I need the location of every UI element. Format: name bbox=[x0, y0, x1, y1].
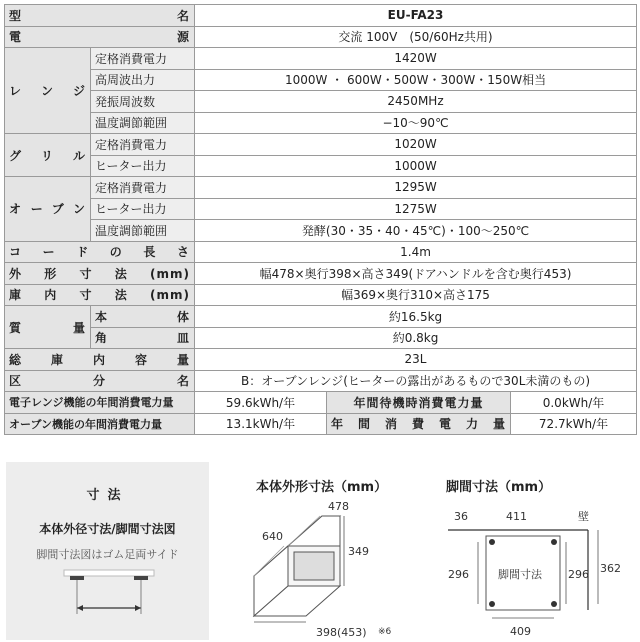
feet-mini-diagram bbox=[6, 562, 209, 642]
unit-top bbox=[288, 516, 340, 546]
outer-bottom-label: 398(453) bbox=[316, 626, 367, 639]
feet-left-label: 296 bbox=[448, 568, 469, 581]
standby-label: 年間待機時消費電力量 bbox=[327, 392, 511, 414]
outer-dim-value: 幅478×奥行398×高さ349(ドアハンドルを含む奥行453) bbox=[195, 263, 637, 285]
oven-temp-value: 発酵(30・35・40・45℃)・100〜250℃ bbox=[195, 220, 637, 242]
class-value: B：オーブンレンジ(ヒーターの露出があるもので30L未満のもの) bbox=[195, 370, 637, 392]
oven-annual-value: 13.1kWh/年 bbox=[195, 413, 327, 435]
row-grill-heater bbox=[5, 155, 637, 177]
row-mass-body bbox=[5, 306, 637, 328]
dimensions-summary-panel bbox=[6, 462, 209, 640]
cord-value: 1.4m bbox=[195, 241, 637, 263]
mini-arrow-right bbox=[135, 605, 141, 611]
foot-top-right bbox=[551, 539, 557, 545]
mass-body-value: 約16.5kg bbox=[195, 306, 637, 328]
class-label: 区分名 bbox=[5, 370, 195, 392]
range-label: レンジ bbox=[5, 48, 91, 134]
row-range-temp bbox=[5, 112, 637, 134]
outer-dim-diagram bbox=[240, 490, 440, 640]
capacity-value: 23L bbox=[195, 349, 637, 371]
total-label: 年間消費電力量 bbox=[327, 413, 511, 435]
mass-tray-value: 約0.8kg bbox=[195, 327, 637, 349]
unit-door bbox=[294, 552, 334, 580]
range-hf-value: 1000W ・ 600W・500W・300W・150W相当 bbox=[195, 69, 637, 91]
range-rated-label: 定格消費電力 bbox=[91, 48, 195, 70]
row-cord bbox=[5, 241, 637, 263]
row-outer-dim bbox=[5, 263, 637, 285]
row-class bbox=[5, 370, 637, 392]
dimensions-heading: 寸法 bbox=[86, 488, 129, 503]
grill-heater-value: 1000W bbox=[195, 155, 637, 177]
power-label: 電源 bbox=[5, 26, 195, 48]
oven-rated-value: 1295W bbox=[195, 177, 637, 199]
mini-arrow-left bbox=[77, 605, 83, 611]
range-temp-label: 温度調節範囲 bbox=[91, 112, 195, 134]
range-annual-value: 59.6kWh/年 bbox=[195, 392, 327, 414]
model-value: EU-FA23 bbox=[195, 5, 637, 27]
row-model bbox=[5, 5, 637, 27]
inner-dim-value: 幅369×奥行310×高さ175 bbox=[195, 284, 637, 306]
feet-top-label: 411 bbox=[506, 510, 527, 523]
outer-height-label: 349 bbox=[348, 545, 369, 558]
row-oven-rated bbox=[5, 177, 637, 199]
feet-top-left-label: 36 bbox=[454, 510, 468, 523]
row-energy-1 bbox=[5, 392, 637, 414]
outer-width-label: 640 bbox=[262, 530, 283, 543]
dimensions-section bbox=[0, 462, 640, 640]
row-grill-rated bbox=[5, 134, 637, 156]
range-rated-value: 1420W bbox=[195, 48, 637, 70]
grill-rated-label: 定格消費電力 bbox=[91, 134, 195, 156]
oven-annual-label: オーブン機能の年間消費電力量 bbox=[5, 413, 195, 435]
range-hf-label: 高周波出力 bbox=[91, 69, 195, 91]
outer-dim-title: 本体外形寸法（mm） bbox=[256, 480, 388, 495]
grill-heater-label: ヒーター出力 bbox=[91, 155, 195, 177]
outer-footnote: ※6 bbox=[378, 627, 392, 637]
row-range-rated bbox=[5, 48, 637, 70]
dimensions-note: 脚間寸法図はゴム足両サイド bbox=[36, 548, 179, 561]
foot-bottom-right bbox=[551, 601, 557, 607]
mini-right-foot bbox=[134, 576, 148, 580]
range-osc-label: 発振周波数 bbox=[91, 91, 195, 113]
feet-dim-diagram bbox=[448, 490, 628, 640]
outer-dim-label: 外形寸法(mm) bbox=[5, 263, 195, 285]
model-label: 型名 bbox=[5, 5, 195, 27]
dimensions-subheading: 本体外径寸法/脚間寸法図 bbox=[39, 522, 176, 536]
grill-label: グリル bbox=[5, 134, 91, 177]
mass-tray-label: 角皿 bbox=[91, 327, 195, 349]
oven-heater-value: 1275W bbox=[195, 198, 637, 220]
total-value: 72.7kWh/年 bbox=[511, 413, 637, 435]
feet-right-outer-label: 362 bbox=[600, 562, 621, 575]
row-energy-2 bbox=[5, 413, 637, 435]
row-oven-temp bbox=[5, 220, 637, 242]
row-oven-heater bbox=[5, 198, 637, 220]
outer-depth-label: 478 bbox=[328, 500, 349, 513]
oven-heater-label: ヒーター出力 bbox=[91, 198, 195, 220]
row-power bbox=[5, 26, 637, 48]
feet-dim-title: 脚間寸法（mm） bbox=[446, 480, 552, 495]
range-osc-value: 2450MHz bbox=[195, 91, 637, 113]
mini-left-foot bbox=[70, 576, 84, 580]
grill-rated-value: 1020W bbox=[195, 134, 637, 156]
row-inner-dim bbox=[5, 284, 637, 306]
row-range-osc bbox=[5, 91, 637, 113]
feet-bottom-label: 409 bbox=[510, 625, 531, 638]
feet-center-label: 脚間寸法 bbox=[498, 568, 542, 581]
foot-bottom-left bbox=[489, 601, 495, 607]
inner-dim-label: 庫内寸法(mm) bbox=[5, 284, 195, 306]
range-annual-label: 電子レンジ機能の年間消費電力量 bbox=[5, 392, 195, 414]
foot-top-left bbox=[489, 539, 495, 545]
oven-label: オーブン bbox=[5, 177, 91, 242]
mass-label: 質量 bbox=[5, 306, 91, 349]
row-mass-tray bbox=[5, 327, 637, 349]
capacity-label: 総庫内容量 bbox=[5, 349, 195, 371]
oven-temp-label: 温度調節範囲 bbox=[91, 220, 195, 242]
range-temp-value: −10〜90℃ bbox=[195, 112, 637, 134]
row-range-hf bbox=[5, 69, 637, 91]
standby-value: 0.0kWh/年 bbox=[511, 392, 637, 414]
power-value: 交流 100V (50/60Hz共用) bbox=[195, 26, 637, 48]
row-capacity bbox=[5, 349, 637, 371]
mini-base bbox=[64, 570, 154, 576]
spec-table bbox=[4, 4, 637, 435]
cord-label: コードの長さ bbox=[5, 241, 195, 263]
oven-rated-label: 定格消費電力 bbox=[91, 177, 195, 199]
feet-wall-label: 壁 bbox=[578, 510, 589, 523]
feet-right-label: 296 bbox=[568, 568, 589, 581]
mass-body-label: 本体 bbox=[91, 306, 195, 328]
